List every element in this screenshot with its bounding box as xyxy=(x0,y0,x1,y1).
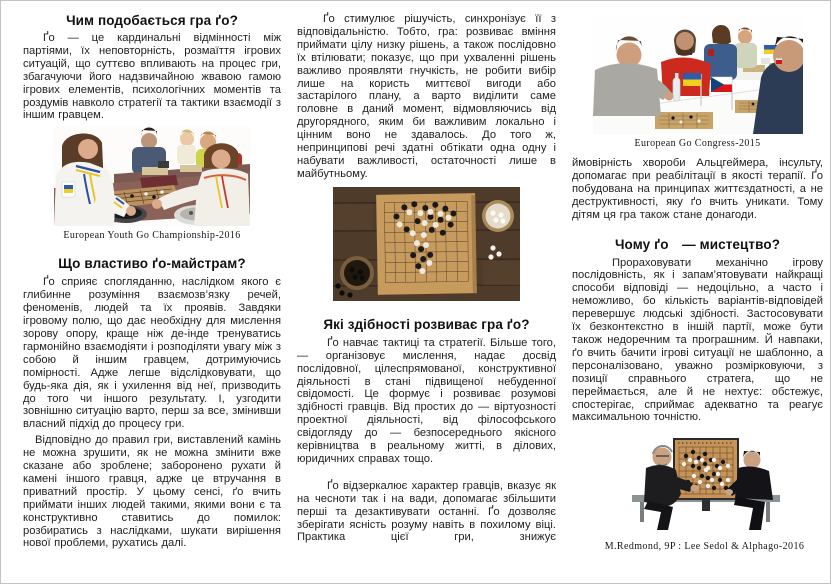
caption-go-congress: European Go Congress-2015 xyxy=(634,138,761,149)
photo-go-board-top-view xyxy=(297,187,556,301)
paragraph-rules-ethics: Відповідно до правил гри, виставлений камінь не можна зрушити, як не можна змінити вже сказане або зроблене; заборонено рухати й камені іншого гравця, адже це втручання в приватний простір. У цьому сенсі, ґо вчить приймати інших людей такими, якими вони є та конструктивно ставитись до помилок: розбиратись з наслідками, шукати вирішення нової проблеми, рухатись далі. xyxy=(23,434,281,550)
paragraph-tactics-strategy: Ґо навчає тактиці та стратегії. Більше того, — організовує мислення, надає досвід послідовної, цілеспрямованої, конструктивної діяльності в стані підвищеної небуденної свідомості. Це формує і розвиває розумові здібності гравців. Від простих до — віртуозності проектної діяльності, від філософського свідогляду до — безпосереднього якісного керівництва в реальному житті, в ділових, юридичних справах тощо. xyxy=(297,336,556,465)
heading-go-masters: Що властиво ґо-майстрам? xyxy=(58,256,246,272)
paragraph-go-as-art: Прораховувати механічно ігрову послідовність, як і запам’ятовувати найкращі способи відповіді — недоцільно, а часто і неможливо, бо кількість варіантів-відповідей перевершує людські здібності. Застосовувати їх безконтекстно в іншій партії, може бути також недоречним та програшним. Й навпаки, ґо вчить бачити ігрові ситуації не шаблонно, а персоналізовано, уважно розмірковуючи, з позиції справнього стратега, що не переймається, але й не нехтує: обстежує, спостерігає, сприймає адекватно та реагує максимальною точністю. xyxy=(572,256,823,424)
photo-youth-championship xyxy=(23,126,281,242)
go-congress-image xyxy=(593,16,803,134)
photo-go-congress xyxy=(572,16,823,150)
alphago-commentary-image xyxy=(618,437,794,537)
paragraph-go-uniqueness: Ґо — це кардинальні відмінності між партіями, їх неповторність, розмаїття ігрових ситуацій, що суттєво впливають на процес гри, збагачуючи його надзвичайною жвавою гамою ігрових елементів, психологічних моментів та роздумів навколо стратегії та тактики взаємодії з іншим гравцем. xyxy=(23,32,281,122)
heading-go-art: Чому ґо — мистецтво? xyxy=(614,236,781,252)
column-right xyxy=(572,1,823,553)
column-left xyxy=(23,1,281,550)
column-middle xyxy=(297,1,556,544)
caption-youth-championship: European Youth Go Championship-2016 xyxy=(63,230,241,242)
paragraph-character-mirror: Ґо відзеркалює характер гравців, вказує як на чесноти так і на вади, допомагає збільшити перші та дезактивувати останні. Ґо дозволяє зберігати ясність розуму навіть в похилому віці. Практика цієї гри, знижує xyxy=(297,479,556,544)
photo-redmond-alphago xyxy=(572,437,823,553)
heading-abilities: Які здібності розвиває гра ґо? xyxy=(323,316,530,332)
go-board-image xyxy=(333,187,520,301)
heading-why-like-go: Чим подобається гра ґо? xyxy=(66,13,238,28)
children-go-tournament-image xyxy=(54,126,250,226)
board xyxy=(376,193,477,295)
paragraph-health-benefits: ймовірність хвороби Альцгеймера, інсульту, допомагає при реабілітації в якості терапії. Ґо побудована на принципах життєздатності, а не деструктивності, яку ґо вчить уникати. Тому дітям ця гра також стане донагоди. xyxy=(572,157,823,221)
paragraph-decisiveness: Ґо стимулює рішучість, синхронізує її з відповідальністю. Тобто, гра: розвиває вміння приймати цілу низку рішень, а також послідовно їх втілювати; показує, що при ухваленні рішень важливо проявляти гнучкість, не робити вибір лише на користь миттєвої вигоди або застарілого плану, а варто виділити саме головне в даний момент, відмовляючись від другорядного, яким би важливим локально і цінним воно не здавалось. До того ж, непринципові речі здатні обтікати одна одну і набувати важливості, остаточності лише в майбутньому. xyxy=(297,13,556,180)
caption-redmond-alphago: M.Redmond, 9P : Lee Sedol & Alphago-2016 xyxy=(604,541,805,553)
paragraph-contemplation: Ґо сприяє спогляданню, наслідком якого є глибинне розуміння взаємозв’язку речей, феноменів, людей та їх проявів. Завдяки ігровому полю, що дає необхідну для мислення зорову опору, краще ніж де-інде тренуватись гармонійно взаємодіяти і розподіляти увагу між з собою й іншим гравцем, дотримуючись помірності. Адже легше відслідковувати, що будь-яка дія, як і ухилення від неї, призводить до того чи іншого результату. І, узгодити зовнішню ситуацію варто, перш за все, змінивши власний підхід до процесу гри. xyxy=(23,276,281,431)
